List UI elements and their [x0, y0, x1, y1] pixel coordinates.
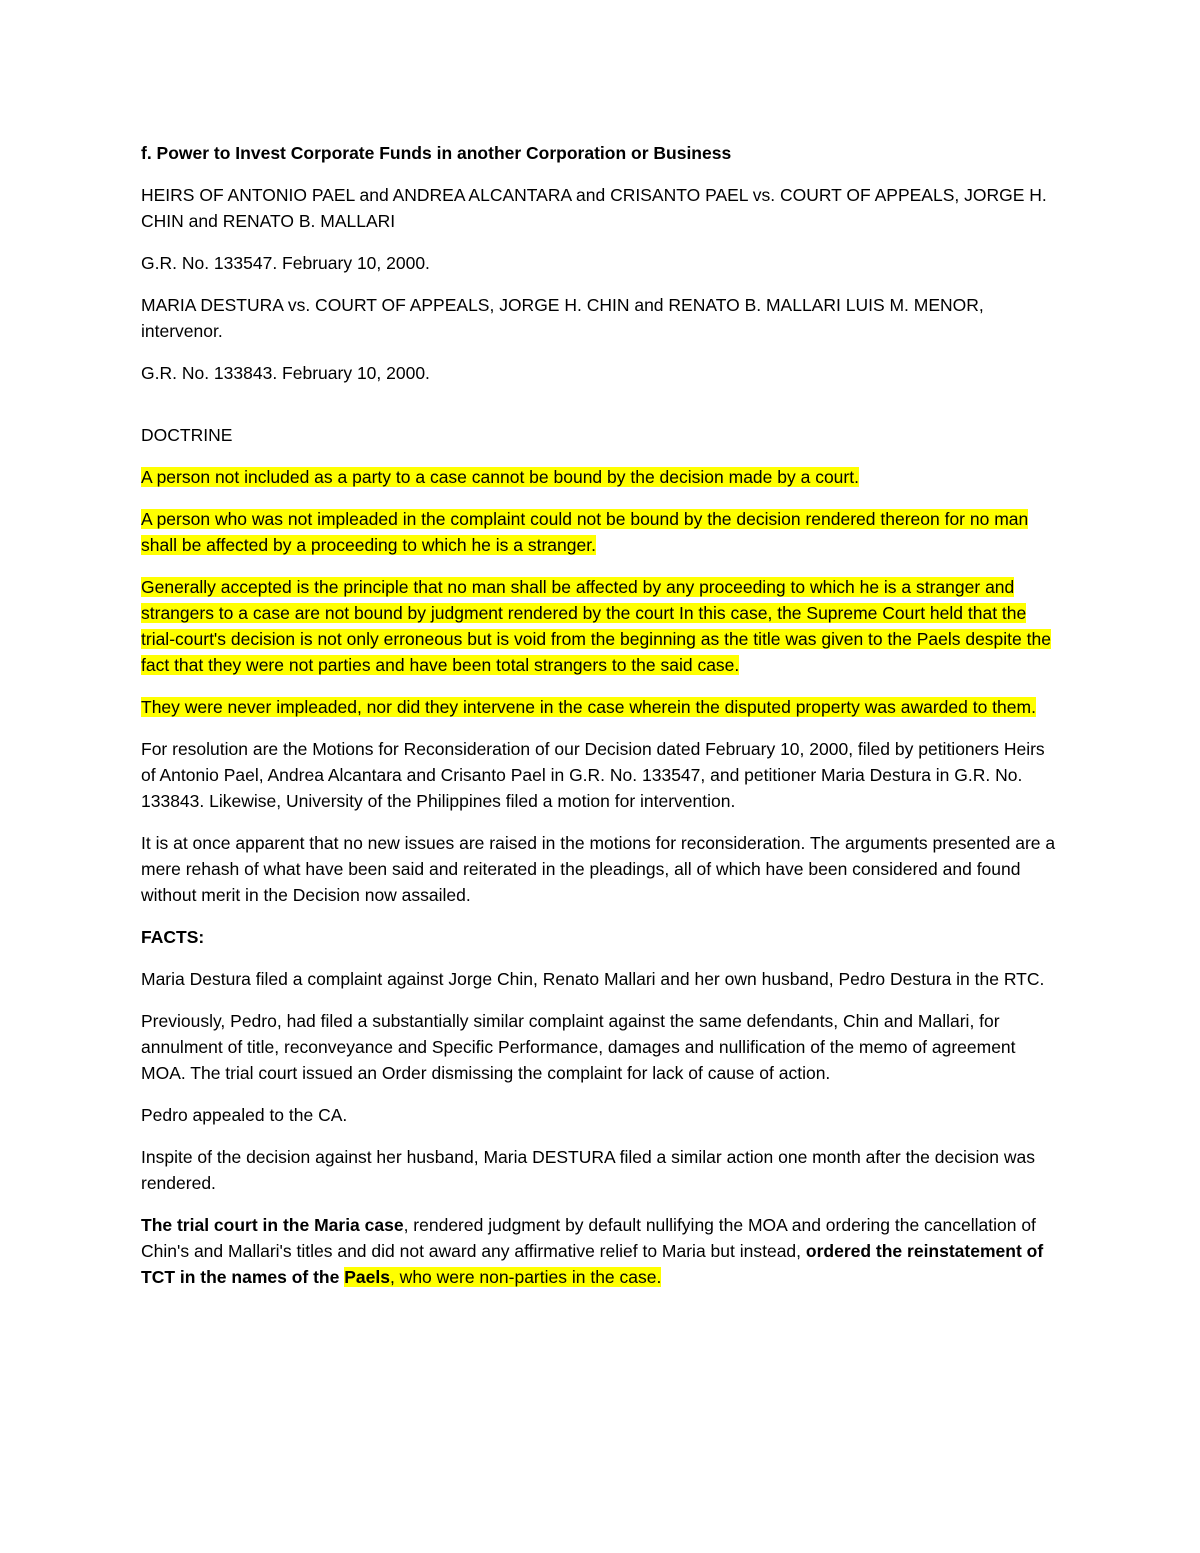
doctrine-paragraph [141, 464, 1061, 490]
highlighted-bold-text: Paels [344, 1267, 390, 1287]
case2-gr-number: G.R. No. 133843. February 10, 2000. [141, 363, 430, 383]
no-new-issues-paragraph: It is at once apparent that no new issues are raised in the motions for reconsideration. The arguments presented are a mere rehash of what have been said and reiterated in the pleadings, all of which have been considered and found without merit in the Decision now assailed. [141, 833, 1056, 905]
highlighted-text: , who were non-parties in the case. [389, 1267, 662, 1287]
facts-paragraph: Maria Destura filed a complaint against Jorge Chin, Renato Mallari and her own husband, Pedro Destura in the RTC. [141, 969, 1045, 989]
case2-parties: MARIA DESTURA vs. COURT OF APPEALS, JORGE H. CHIN and RENATO B. MALLARI LUIS M. MENOR, intervenor. [141, 295, 984, 341]
highlighted-text: Generally accepted is the principle that no man shall be affected by any proceeding to which he is a stranger and strangers to a case are not bound by judgment rendered by the court In this case, the Supreme Court held that the trial-court's decision is not only erroneous but is void from the beginning as the title was given to the Paels despite the fact that they were not parties and have been total strangers to the said case. [141, 577, 1051, 675]
facts-paragraph: Inspite of the decision against her husband, Maria DESTURA filed a similar action one month after the decision was rendered. [141, 1147, 1035, 1193]
case1-parties: HEIRS OF ANTONIO PAEL and ANDREA ALCANTARA and CRISANTO PAEL vs. COURT OF APPEALS, JORGE H. CHIN and RENATO B. MALLARI [141, 185, 1047, 231]
trial-court-paragraph [141, 1212, 1061, 1290]
resolution-paragraph: For resolution are the Motions for Reconsideration of our Decision dated February 10, 2000, filed by petitioners Heirs of Antonio Pael, Andrea Alcantara and Crisanto Pael in G.R. No. 133547, and petitioner Maria Destura in G.R. No. 133843. Likewise, University of the Philippines filed a motion for intervention. [141, 739, 1045, 811]
document-page [141, 140, 1061, 1306]
bold-text: ordered the reinstatement of TCT in the names of the [141, 1241, 1044, 1287]
doctrine-paragraph [141, 506, 1061, 558]
doctrine-paragraph [141, 694, 1061, 720]
facts-paragraph: Previously, Pedro, had filed a substantially similar complaint against the same defendants, Chin and Mallari, for annulment of title, reconveyance and Specific Performance, damages and nullification of the memo of agreement MOA. The trial court issued an Order dismissing the complaint for lack of cause of action. [141, 1011, 1016, 1083]
bold-text: The trial court in the Maria case [141, 1215, 404, 1235]
document-title: f. Power to Invest Corporate Funds in another Corporation or Business [141, 143, 732, 163]
case1-gr-number: G.R. No. 133547. February 10, 2000. [141, 253, 430, 273]
doctrine-heading: DOCTRINE [141, 425, 233, 445]
highlighted-text: A person not included as a party to a case cannot be bound by the decision made by a court. [141, 467, 859, 487]
facts-heading: FACTS: [141, 927, 205, 947]
doctrine-paragraph [141, 574, 1061, 678]
facts-paragraph: Pedro appealed to the CA. [141, 1105, 348, 1125]
highlighted-text: They were never impleaded, nor did they intervene in the case wherein the disputed property was awarded to them. [141, 697, 1036, 717]
plain-text: , rendered judgment by default nullifying the MOA and ordering the cancellation of Chin's and Mallari's titles and did not award any affirmative relief to Maria but instead, [141, 1215, 1036, 1261]
highlighted-text: A person who was not impleaded in the complaint could not be bound by the decision rendered thereon for no man shall be affected by a proceeding to which he is a stranger. [141, 509, 1029, 555]
